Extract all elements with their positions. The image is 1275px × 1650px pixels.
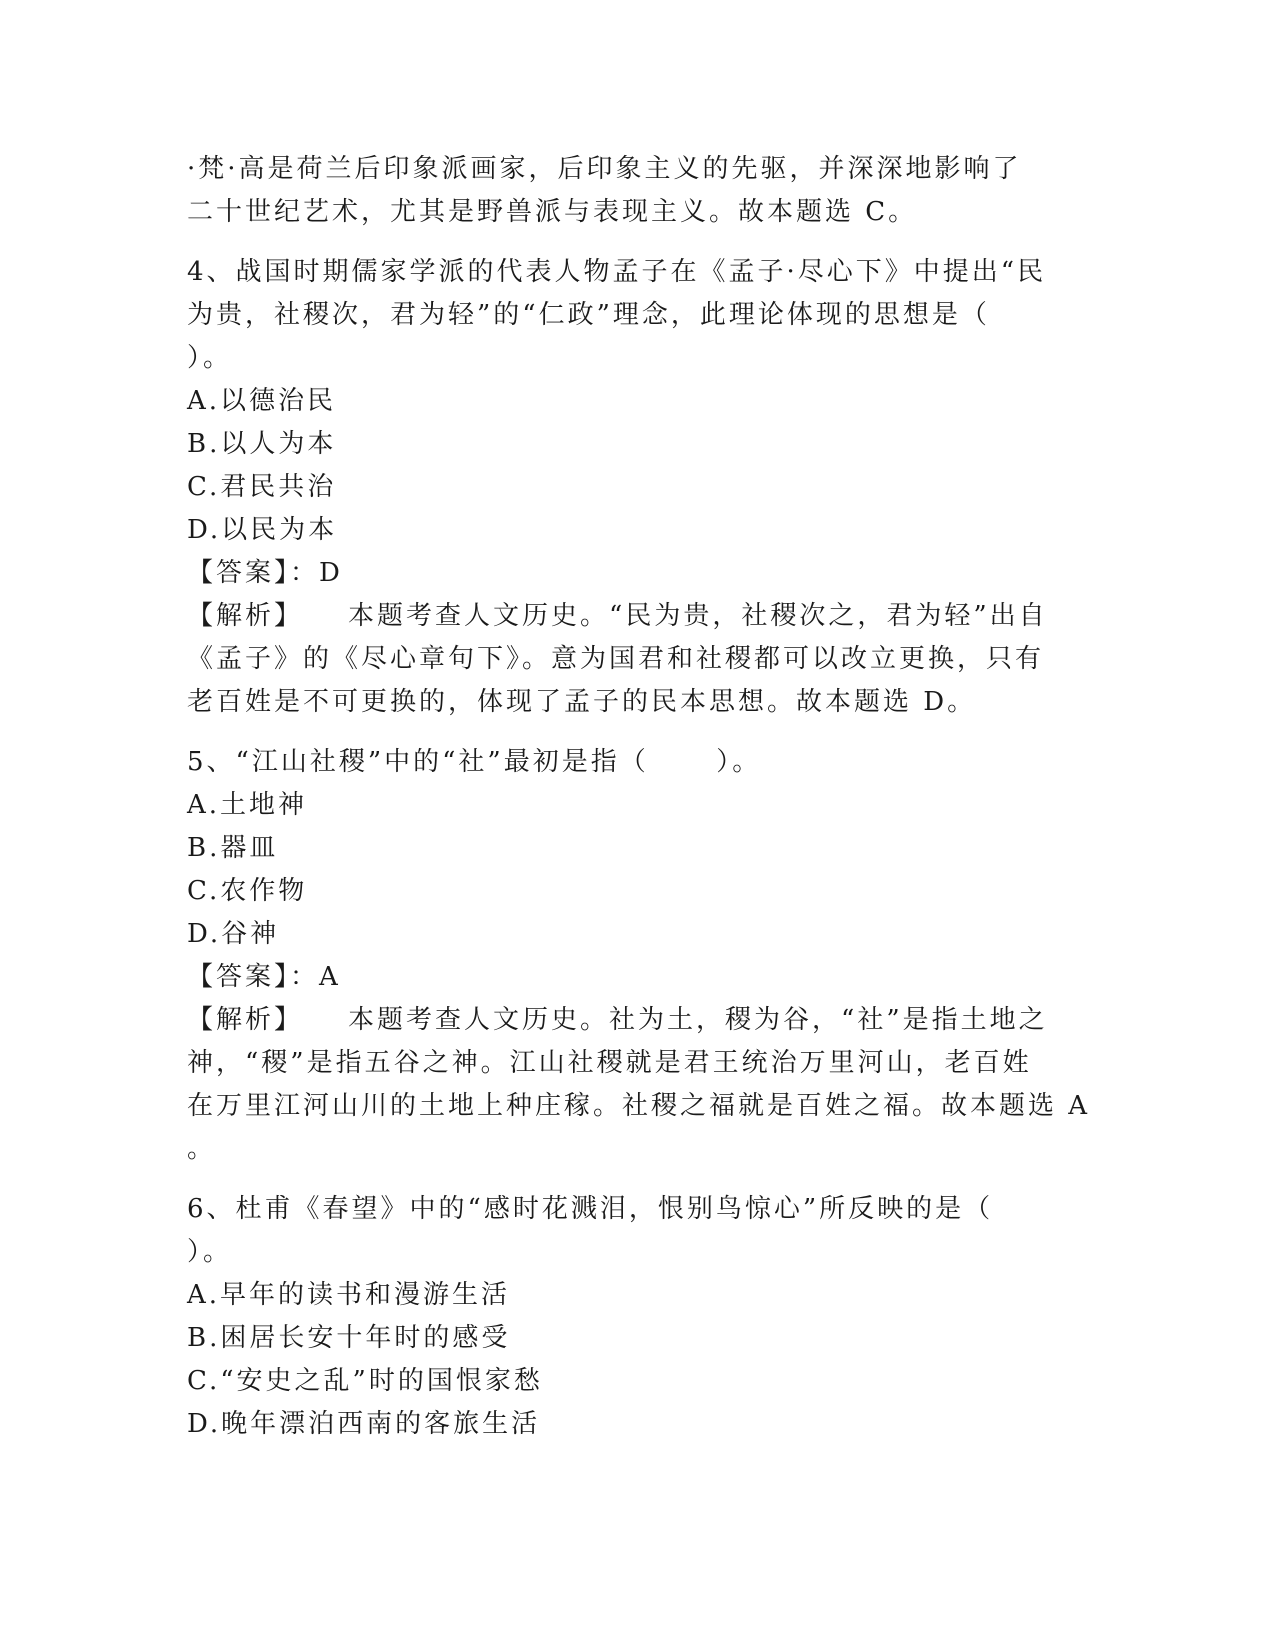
intro-paragraph <box>187 148 1087 234</box>
question-4 <box>187 251 1087 724</box>
analysis-line: 老百姓是不可更换的，体现了孟子的民本思想。故本题选 D。 <box>187 687 977 717</box>
question-stem: 4、战国时期儒家学派的代表人物孟子在《孟子·尽心下》中提出“民 <box>187 257 1047 287</box>
analysis-line: 。 <box>187 1134 217 1164</box>
answer-line: 【答案】：A <box>187 962 341 992</box>
text-line: 二十世纪艺术，尤其是野兽派与表现主义。故本题选 C。 <box>187 197 918 227</box>
option-a: A.早年的读书和漫游生活 <box>187 1280 511 1310</box>
option-a: A.以德治民 <box>187 386 337 416</box>
option-b: B.器皿 <box>187 833 279 863</box>
question-6 <box>187 1188 1087 1446</box>
analysis-line: 【解析】 本题考查人文历史。“民为贵，社稷次之，君为轻”出自 <box>187 601 1048 631</box>
option-d: D.谷神 <box>187 919 280 949</box>
analysis-line: 《孟子》的《尽心章句下》。意为国君和社稷都可以改立更换，只有 <box>187 644 1045 674</box>
analysis-line: 神，“稷”是指五谷之神。江山社稷就是君王统治万里河山，老百姓 <box>187 1048 1032 1078</box>
analysis-line: 【解析】 本题考查人文历史。社为土，稷为谷，“社”是指土地之 <box>187 1005 1048 1035</box>
option-a: A.土地神 <box>187 790 308 820</box>
option-b: B.困居长安十年时的感受 <box>187 1323 511 1353</box>
question-stem: 6、杜甫《春望》中的“感时花溅泪，恨别鸟惊心”所反映的是（ <box>187 1194 994 1224</box>
answer-line: 【答案】：D <box>187 558 343 588</box>
question-5 <box>187 741 1091 1171</box>
question-stem: 为贵，社稷次，君为轻”的“仁政”理念，此理论体现的思想是（ <box>187 300 990 330</box>
question-stem: ）。 <box>187 1237 233 1267</box>
option-c: C.农作物 <box>187 876 308 906</box>
text-line: ·梵·高是荷兰后印象派画家，后印象主义的先驱，并深深地影响了 <box>187 154 1022 184</box>
question-stem: 5、“江山社稷”中的“社”最初是指（ ）。 <box>187 747 762 777</box>
question-stem: ）。 <box>187 343 233 373</box>
option-c: C.“安史之乱”时的国恨家愁 <box>187 1366 543 1396</box>
option-c: C.君民共治 <box>187 472 337 502</box>
option-d: D.晚年漂泊西南的客旅生活 <box>187 1409 541 1439</box>
option-b: B.以人为本 <box>187 429 337 459</box>
option-d: D.以民为本 <box>187 515 338 545</box>
document-page <box>187 148 1091 1446</box>
analysis-line: 在万里江河山川的土地上种庄稼。社稷之福就是百姓之福。故本题选 A <box>187 1091 1091 1121</box>
